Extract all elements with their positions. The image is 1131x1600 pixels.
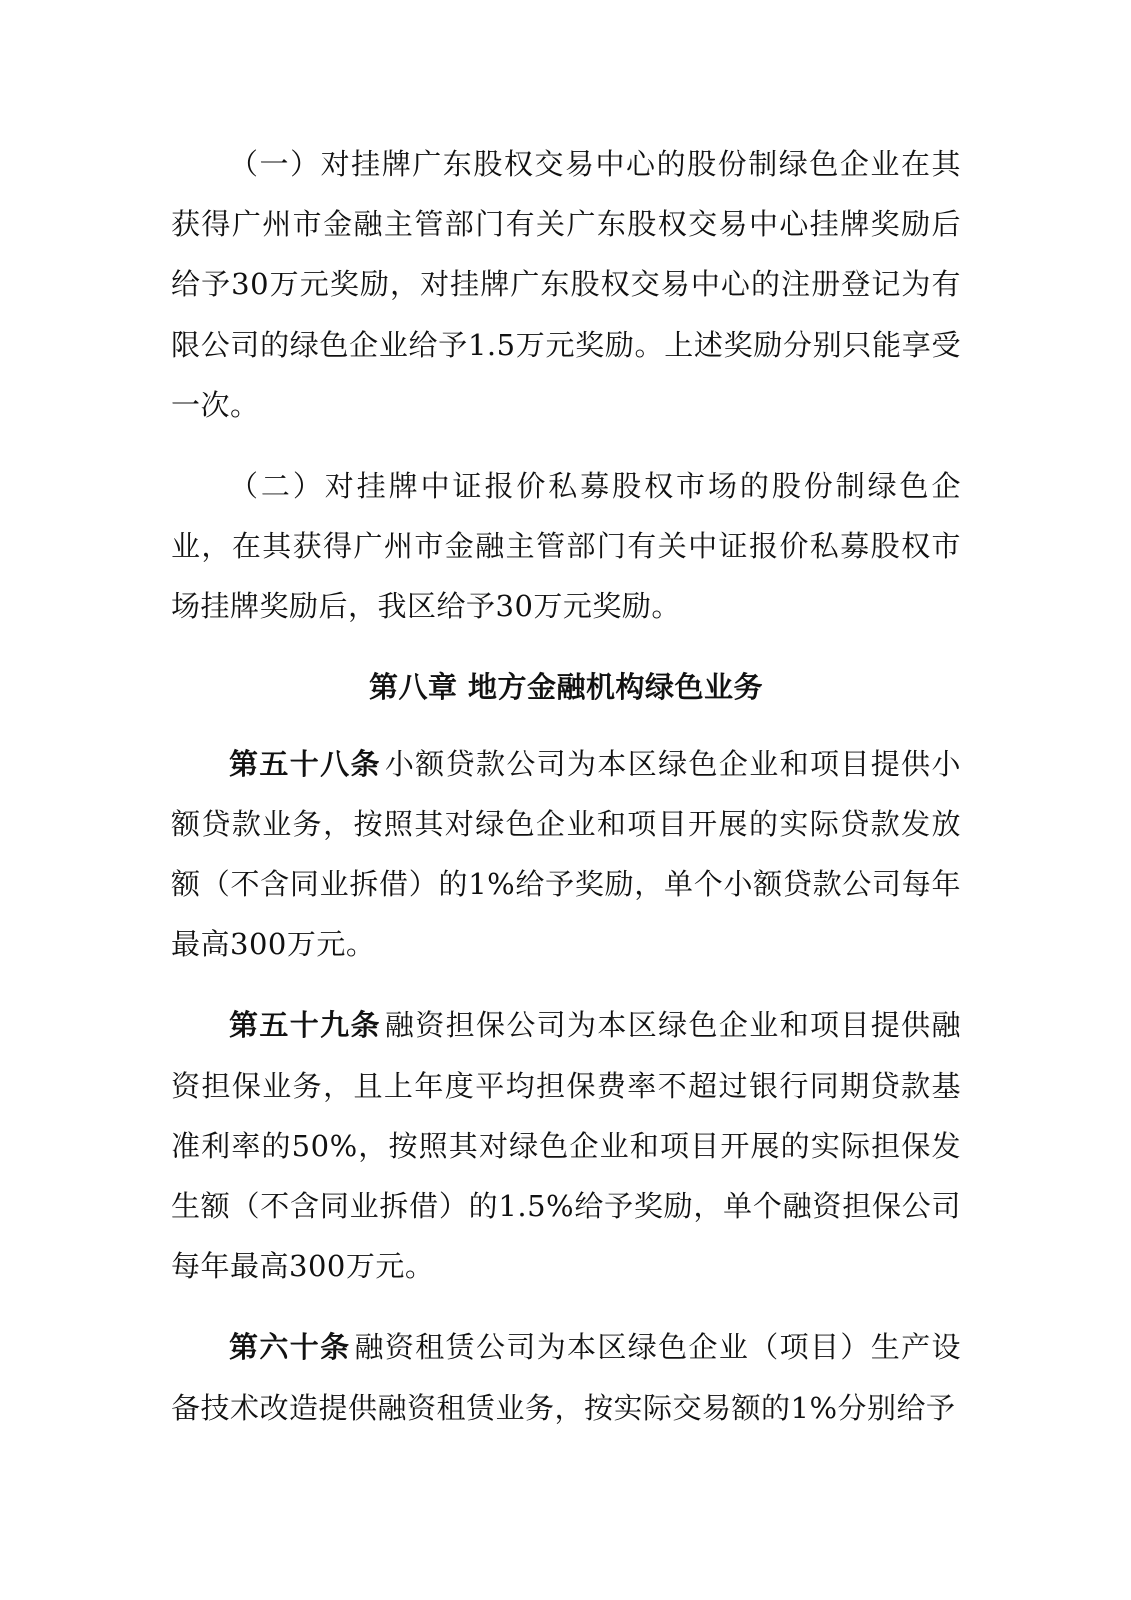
article-number: 第五十九条 — [229, 1008, 381, 1043]
article-number: 第六十条 — [229, 1330, 351, 1365]
article-58 — [171, 734, 961, 975]
article-59 — [171, 995, 961, 1296]
article-number: 第五十八条 — [229, 746, 381, 781]
article-text: 融资租赁公司为本区绿色企业（项目）生产设备技术改造提供融资租赁业务，按实际交易额的1%分别给予 — [171, 1330, 961, 1425]
chapter-title: 第八章 地方金融机构绿色业务 — [368, 669, 764, 704]
paragraph-item-1: （一）对挂牌广东股权交易中心的股份制绿色企业在其获得广州市金融主管部门有关广东股权交易中心挂牌奖励后给予30万元奖励，对挂牌广东股权交易中心的注册登记为有限公司的绿色企业给予1.5万元奖励。上述奖励分别只能享受一次。 — [171, 147, 961, 422]
article-60 — [171, 1317, 961, 1437]
paragraph-item-2: （二）对挂牌中证报价私募股权市场的股份制绿色企业，在其获得广州市金融主管部门有关中证报价私募股权市场挂牌奖励后，我区给予30万元奖励。 — [171, 469, 961, 624]
article-text: 融资担保公司为本区绿色企业和项目提供融资担保业务，且上年度平均担保费率不超过银行同期贷款基准利率的50%，按照其对绿色企业和项目开展的实际担保发生额（不含同业拆借）的1.5%给予奖励，单个融资担保公司每年最高300万元。 — [171, 1008, 961, 1284]
article-text: 小额贷款公司为本区绿色企业和项目提供小额贷款业务，按照其对绿色企业和项目开展的实际贷款发放额（不含同业拆借）的1%给予奖励，单个小额贷款公司每年最高300万元。 — [171, 746, 961, 962]
document-page — [171, 134, 961, 1438]
